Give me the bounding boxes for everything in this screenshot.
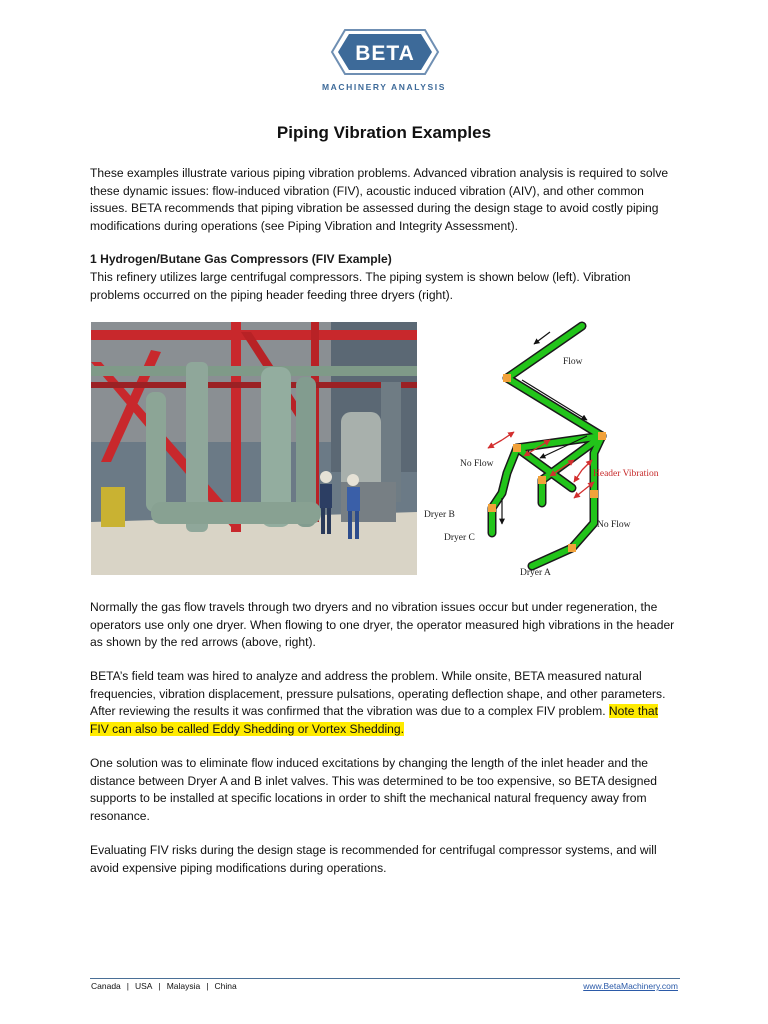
- label-no-flow-top: No Flow: [460, 459, 494, 469]
- logo-subtitle: MACHINERY ANALYSIS: [321, 82, 447, 92]
- label-header-vibration: Header Vibration: [593, 469, 659, 479]
- label-no-flow-right: No Flow: [597, 520, 631, 530]
- field-team-paragraph: [90, 668, 680, 738]
- website-link[interactable]: www.BetaMachinery.com: [583, 981, 678, 991]
- footer-location: Canada: [91, 981, 121, 991]
- footer-locations: Canada | USA | Malaysia | China: [91, 981, 237, 991]
- evaluation-paragraph: Evaluating FIV risks during the design stage is recommended for centrifugal compressor systems, and will avoid expensive piping modifications during operations.: [90, 843, 657, 875]
- solution-paragraph: One solution was to eliminate flow induced excitations by changing the length of the inlet header and the distance between Dryer A and B inlet valves. This was determined to be too expensive, so BETA designed supports to be installed at specific locations in order to shift the mechanical natural frequency away from resonance.: [90, 756, 657, 823]
- page-title: Piping Vibration Examples: [276, 123, 492, 142]
- highlighted-note: Note that FIV can also be called Eddy Shedding or Vortex Shedding.: [90, 704, 658, 736]
- field-team-text: BETA’s field team was hired to analyze and address the problem. While onsite, BETA measured natural frequencies, vibration displacement, pressure pulsations, operating deflection shape, and other parameters. After reviewing the results it was confirmed that the vibration was due to a complex FIV problem.: [90, 669, 666, 718]
- refinery-piping-photo: [91, 322, 417, 575]
- footer-location: USA: [135, 981, 153, 991]
- footer-divider: [90, 978, 680, 979]
- footer-location: Malaysia: [166, 981, 201, 991]
- section-heading: 1 Hydrogen/Butane Gas Compressors (FIV Example): [90, 252, 392, 266]
- label-flow: Flow: [563, 357, 583, 367]
- footer-location: China: [214, 981, 237, 991]
- section-intro-paragraph: This refinery utilizes large centrifugal compressors. The piping system is shown below (left). Vibration problems occurred on the piping header feeding three dryers (right).: [90, 270, 631, 302]
- label-dryer-c: Dryer C: [444, 533, 475, 543]
- header-vibration-diagram: [422, 318, 672, 583]
- svg-text:BETA: BETA: [355, 42, 415, 65]
- pipe-network: [492, 326, 602, 566]
- intro-paragraph: These examples illustrate various piping vibration problems. Advanced vibration analysis is required to solve these dynamic issues: flow-induced vibration (FIV), acoustic induced vibration (AIV), and other common issues. BETA recommends that piping vibration be assessed during the design stage to avoid costly piping modifications during operations (see Piping Vibration and Integrity Assessment).: [90, 166, 669, 233]
- dryer-flow-paragraph: Normally the gas flow travels through two dryers and no vibration issues occur but under regeneration, the operators use only one dryer. When flowing to one dryer, the operator measured high vibrations in the header as shown by the red arrows (above, right).: [90, 600, 675, 649]
- label-dryer-a: Dryer A: [520, 568, 551, 578]
- label-dryer-b: Dryer B: [424, 510, 455, 520]
